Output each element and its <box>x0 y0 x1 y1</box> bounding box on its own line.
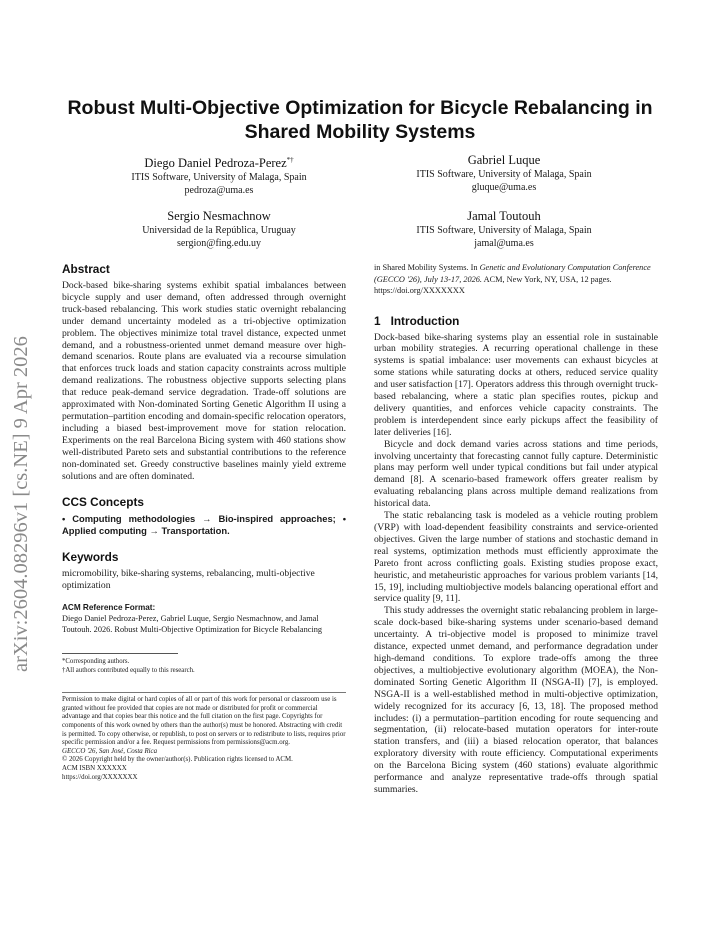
acm-reference-heading: ACM Reference Format: <box>62 603 156 613</box>
arxiv-identifier: arXiv:2604.08296v1 [cs.NE] 9 Apr 2026 <box>10 336 32 672</box>
author-marks: *† <box>286 156 294 164</box>
acm-reference-continuation: in Shared Mobility Systems. In Genetic and Evolutionary Computation Conference (GECCO '26), July 13-17, 2026. ACM, New York, NY, USA, 12 pages. https://doi.org/XXXXXXX <box>374 263 651 295</box>
keywords-heading: Keywords <box>62 550 119 565</box>
right-column <box>374 262 658 796</box>
permission-notice: Permission to make digital or hard copies of all or part of this work for personal or classroom use is granted without fee provided that copies are not made or distributed for profit or commercial advantage and that copies bear this notice and the full citation on the first page. Copyrights for components of this work owned by others than the author(s) must be honored. Abstracting with credit is permitted. To copy otherwise, or republish, to post on servers or to redistribute to lists, requires prior specific permission and/or a fee. Request permissions from permissions@acm.org. <box>62 696 346 747</box>
abstract-heading: Abstract <box>62 262 110 276</box>
section-heading-introduction: 1 Introduction <box>374 313 460 328</box>
acm-isbn: ACM ISBN XXXXXX <box>62 764 127 772</box>
author-affiliation: ITIS Software, University of Malaga, Spain <box>131 172 307 184</box>
author-block-1 <box>104 152 334 197</box>
paper-title: Robust Multi-Objective Optimization for Bicycle Rebalancing in Shared Mobility Systems <box>67 97 653 143</box>
author-name: Gabriel Luque <box>467 153 541 167</box>
author-email: sergion@fing.edu.uy <box>176 238 261 249</box>
author-affiliation: ITIS Software, University of Malaga, Spain <box>416 169 592 180</box>
author-name: Sergio Nesmachnow <box>167 209 271 223</box>
ccs-heading: CCS Concepts <box>62 495 144 510</box>
conference-venue: GECCO '26, San José, Costa Rica <box>62 747 158 755</box>
abstract-text: Dock-based bike-sharing systems exhibit spatial imbalances between bicycle supply and user demand, often addressed through overnight truck-based rebalancing. This work studies static overnight rebalancing under demand uncertainty modeled as a tri-objective optimization problem. The objectives minimize total travel distance, expected unmet demand, and a robustness-oriented unmet demand measure over high-demand scenarios. Route plans are evaluated via a recourse simulation that enforces truck loads and station capacity constraints across multiple demand realizations. The robustness objective supports selecting plans that reduce peak-demand service degradation. Trade-off solutions are approximated with Non-dominated Sorting Genetic Algorithm II using a permutation–partition encoding and domain-specific relocation operators, including a biased best-improvement move for station relocation. Experiments on the real Barcelona Bicing system with 460 stations show well-distributed Pareto sets and substantial contributions to the reference non-dominated set. Greedy constructive baselines mainly yield extreme solutions and are often dominated. <box>62 280 346 482</box>
acm-reference-text: Diego Daniel Pedroza-Perez, Gabriel Luque, Sergio Nesmachnow, and Jamal Toutouh. 2026. Robust Multi-Objective Optimization for Bicycle Rebalancing <box>62 614 323 635</box>
author-email: pedroza@uma.es <box>184 185 254 197</box>
author-name: Diego Daniel Pedroza-Perez*† <box>144 156 294 171</box>
intro-paragraph-2: Bicycle and dock demand varies across stations and time periods, involving uncertainty that forecasting cannot fully capture. Deterministic plans may perform well under typical conditions but fail under atypical demand [8]. A scenario-based framework offers greater realism by evaluating rebalancing plans across multiple demand realizations from historical data. <box>374 438 658 510</box>
footnote-rule <box>62 653 346 654</box>
intro-paragraph-1: Dock-based bike-sharing systems play an essential role in sustainable urban mobility strategies. A recurring operational challenge in these systems is spatial imbalance: user movements can exhaust bicycles at some stations while saturating docks at others, reduced service quality and user satisfaction [17]. Operators address this through overnight truck-based rebalancing, where a static plan specifies routes, pickup and delivery quantities, and enforces vehicle capacity constraints. The problem is interdependent since early pickups affect the feasibility of later deliveries [16]. <box>374 331 658 438</box>
doi-link[interactable]: https://doi.org/XXXXXXX <box>62 773 138 781</box>
author-affiliation: ITIS Software, University of Malaga, Spain <box>416 225 592 236</box>
permission-rule <box>62 692 346 693</box>
author-affiliation: Universidad de la República, Uruguay <box>142 225 296 236</box>
intro-paragraph-4: This study addresses the overnight static rebalancing problem in large-scale dock-based bike-sharing systems under scenario-based demand uncertainty. A tri-objective model is proposed to minimize travel distance, expected unmet demand, and performance degradation under high-demand conditions. To explore trade-offs among the three objectives, a multiobjective evolutionary algorithm (MOEA), the Non-dominated Sorting Genetic Algorithm II (NSGA-II) [7], is employed. NSGA-II is a well-established method in multi-objective optimization, widely recognized for its accuracy [6, 13, 18]. The proposed method includes: (i) a permutation–partition encoding for route sequencing and segmentation, (ii) relocate-based mutation operators for inter-route station transfers, and (iii) a biased relocation operator, that balances exploratory diversity with route efficiency. Computational experiments on the Barcelona Bicing system (460 stations) evaluate algorithmic performance and analyze representative trade-offs through spatial summaries. <box>374 605 658 795</box>
intro-paragraph-3: The static rebalancing task is modeled as a vehicle routing problem (VRP) with load-dependent feasibility constraints and service-oriented objectives. Given the large number of stations and stochastic demand in real systems, optimization methods must efficiently approximate the Pareto front across conflicting goals. Existing studies propose exact, heuristic, and metaheuristic approaches for various problem variants [14, 15, 19], including multiobjective models balancing operational effort and service quality [9, 11]. <box>374 510 658 605</box>
arxiv-stamp-container <box>10 262 40 672</box>
author-block-2 <box>389 152 619 194</box>
footnote-equal-contribution: †All authors contributed equally to this research. <box>62 667 195 675</box>
author-name: Jamal Toutouh <box>467 209 541 223</box>
footnote-corresponding: *Corresponding authors. <box>62 658 130 666</box>
author-block-3 <box>104 208 334 250</box>
author-email: jamal@uma.es <box>474 238 534 249</box>
keywords-text: micromobility, bike-sharing systems, rebalancing, multi-objective optimization <box>62 568 315 592</box>
ccs-text: • Computing methodologies → Bio-inspired approaches; • Applied computing → Transportation. <box>62 513 346 537</box>
copyright-notice: © 2026 Copyright held by the owner/author(s). Publication rights licensed to ACM. <box>62 756 293 764</box>
author-email: gluque@uma.es <box>471 182 537 193</box>
author-block-4 <box>389 208 619 250</box>
left-column <box>62 262 346 782</box>
